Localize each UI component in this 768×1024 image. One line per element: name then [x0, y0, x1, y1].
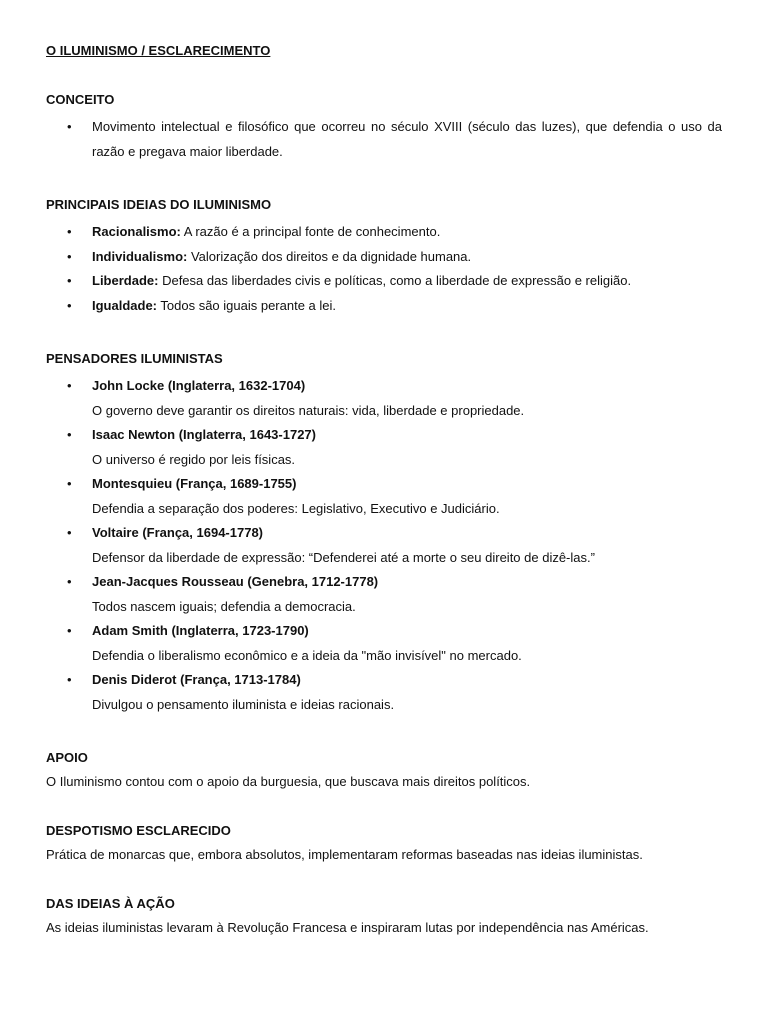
bullet-icon: • [67, 427, 72, 442]
document-page [46, 42, 722, 968]
section-heading-pensadores: PENSADORES ILUMINISTAS [46, 351, 223, 366]
thinker-desc: Defendia o liberalismo econômico e a ideia da "mão invisível" no mercado. [92, 647, 522, 663]
idea-term: Liberdade: [92, 273, 159, 288]
bullet-icon: • [67, 378, 72, 393]
conceito-text: Movimento intelectual e filosófico que ocorreu no século XVIII (século das luzes), que defendia o uso da razão e pregava maior liberdade. [92, 119, 722, 159]
section-acao [46, 895, 722, 936]
bullet-icon: • [67, 119, 72, 134]
thinker-name: Adam Smith (Inglaterra, 1723-1790) [92, 623, 309, 638]
section-heading-despotismo: DESPOTISMO ESCLARECIDO [46, 823, 231, 838]
section-heading-ideias: PRINCIPAIS IDEIAS DO ILUMINISMO [46, 197, 272, 212]
bullet-icon: • [67, 297, 72, 313]
bullet-icon: • [67, 525, 72, 540]
section-despotismo [46, 822, 722, 863]
section-heading-acao: DAS IDEIAS À AÇÃO [46, 896, 175, 911]
idea-text: Defesa das liberdades civis e políticas, como a liberdade de expressão e religião. [158, 273, 632, 288]
thinker-name: Jean-Jacques Rousseau (Genebra, 1712-1778) [92, 574, 379, 589]
bullet-icon: • [67, 476, 72, 491]
bullet-icon: • [67, 273, 72, 288]
section-heading-conceito: CONCEITO [46, 92, 115, 107]
bullet-icon: • [67, 574, 72, 589]
thinker-name: Montesquieu (França, 1689-1755) [92, 476, 297, 491]
list-item [46, 423, 722, 472]
list-item [46, 521, 722, 570]
thinker-desc: Defendia a separação dos poderes: Legislativo, Executivo e Judiciário. [92, 500, 500, 516]
section-pensadores [46, 350, 722, 717]
bullet-icon: • [67, 248, 72, 264]
idea-term: Individualismo: [92, 248, 188, 264]
list-item [46, 245, 722, 270]
list-item [46, 220, 722, 245]
list-item [46, 472, 722, 521]
pensadores-list [46, 374, 722, 717]
list-item [46, 374, 722, 423]
section-ideias [46, 196, 722, 318]
apoio-text: O Iluminismo contou com o apoio da burguesia, que buscava mais direitos políticos. [46, 774, 531, 789]
section-heading-apoio: APOIO [46, 750, 88, 765]
document-title: O ILUMINISMO / ESCLARECIMENTO [46, 43, 271, 58]
section-apoio [46, 749, 722, 790]
despotismo-text: Prática de monarcas que, embora absolutos, implementaram reformas baseadas nas ideias iluministas. [46, 847, 643, 862]
bullet-icon: • [67, 672, 72, 687]
idea-text: Valorização dos direitos e da dignidade humana. [187, 248, 472, 264]
acao-text: As ideias iluministas levaram à Revolução Francesa e inspiraram lutas por independência nas Américas. [46, 920, 649, 935]
thinker-desc: O governo deve garantir os direitos naturais: vida, liberdade e propriedade. [92, 402, 525, 418]
thinker-name: John Locke (Inglaterra, 1632-1704) [92, 378, 306, 393]
thinker-desc: Todos nascem iguais; defendia a democracia. [92, 598, 356, 614]
bullet-icon: • [67, 623, 72, 638]
list-item [46, 294, 722, 319]
list-item [46, 619, 722, 668]
bullet-icon: • [67, 224, 72, 239]
list-item [46, 570, 722, 619]
thinker-name: Denis Diderot (França, 1713-1784) [92, 672, 301, 687]
thinker-desc: O universo é regido por leis físicas. [92, 451, 296, 467]
idea-term: Igualdade: [92, 297, 158, 313]
section-conceito [46, 91, 722, 164]
list-item [46, 269, 722, 294]
idea-text: A razão é a principal fonte de conhecimento. [180, 224, 441, 239]
list-item [46, 115, 722, 164]
ideias-list [46, 220, 722, 318]
idea-text: Todos são iguais perante a lei. [157, 297, 337, 313]
thinker-desc: Defensor da liberdade de expressão: “Defenderei até a morte o seu direito de dizê-las.” [92, 549, 595, 565]
idea-term: Racionalismo: [92, 224, 181, 239]
thinker-name: Isaac Newton (Inglaterra, 1643-1727) [92, 427, 316, 442]
thinker-name: Voltaire (França, 1694-1778) [92, 525, 264, 540]
thinker-desc: Divulgou o pensamento iluminista e ideias racionais. [92, 696, 395, 712]
conceito-list [46, 115, 722, 164]
list-item [46, 668, 722, 717]
